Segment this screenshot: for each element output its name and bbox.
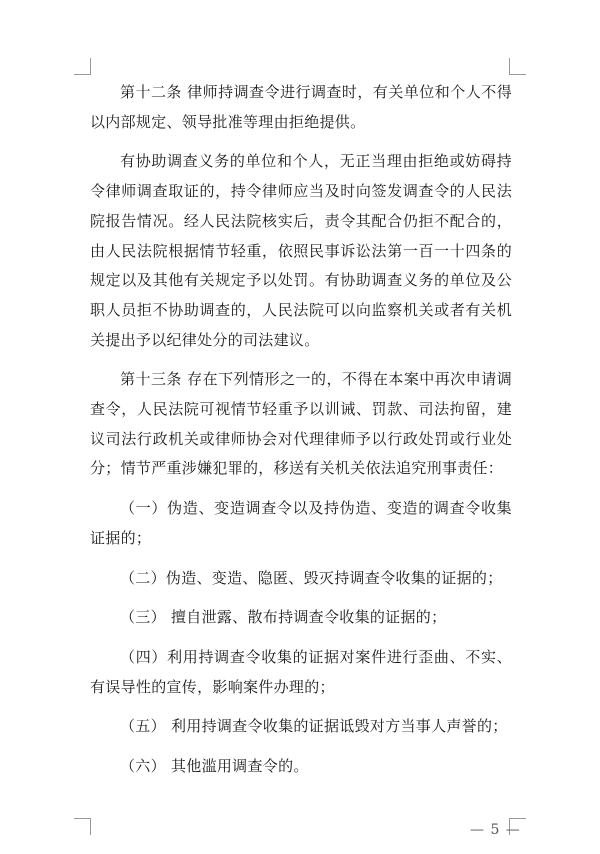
article-12-paragraph: 第十二条 律师持调查令进行调查时，有关单位和个人不得以内部规定、领导批准等理由拒绝提供。 [90,83,512,131]
article-13-item-1: （一）伪造、变造调查令以及持伪造、变造的调查令收集证据的； [90,499,512,547]
article-12-detail-paragraph: 有协助调查义务的单位和个人，无正当理由拒绝或妨碍持令律师调查取证的，持令律师应当及时向签发调查令的人民法院报告情况。经人民法院核实后，责令其配合仍拒不配合的，由人民法院根据情节轻重，依照民事诉讼法第一百一十四条的规定以及其他有关规定予以处罚。有协助调查义务的单位及公职人员拒不协助调查的，人民法院可以向监察机关或者有关机关提出予以纪律处分的司法建议。 [90,152,512,349]
article-13-item-3: （三） 擅自泄露、散布持调查令收集的证据的； [120,608,447,627]
page-number: — 5 — [470,822,521,838]
article-13-item-5: （五） 利用持调查令收集的证据诋毁对方当事人声誉的； [120,717,508,736]
article-13-item-2: （二）伪造、变造、隐匿、毁灭持调查令收集的证据的； [120,568,503,587]
article-13-item-4: （四）利用持调查令收集的证据对案件进行歪曲、不实、有误导性的宣传，影响案件办理的； [90,647,512,696]
document-body [90,78,512,792]
article-13-paragraph: 第十三条 存在下列情形之一的，不得在本案中再次申请调查令，人民法院可视情节轻重予以训诫、罚款、司法拘留，建议司法行政机关或律师协会对代理律师予以行政处罚或行业处分；情节严重涉嫌犯罪的，移送有关机关依法追究刑事责任： [90,370,512,478]
corner-mark-bottom-left [74,818,91,835]
corner-mark-top-right [509,58,526,75]
article-13-item-6: （六） 其他滥用调查令的。 [120,757,309,776]
corner-mark-top-left [74,58,91,75]
